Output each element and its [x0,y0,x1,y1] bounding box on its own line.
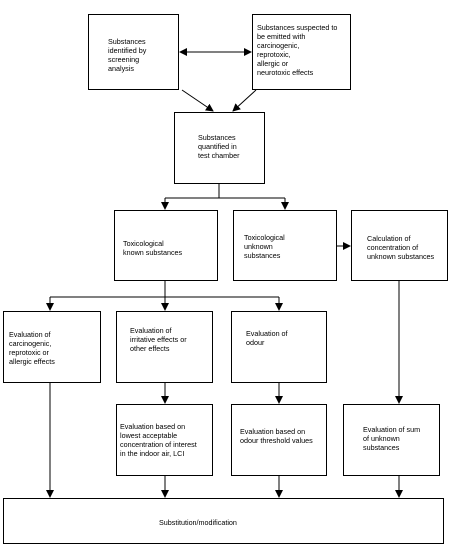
box-quantified-label: Substances quantified in test chamber [198,133,240,160]
box-known-label: Toxicological known substances [123,239,183,257]
arrow-screening-quantified [182,90,213,111]
box-eval-odour-threshold-label: Evaluation based on odour threshold values [240,427,313,445]
box-eval-carcinogenic-label: Evaluation of carcinogenic, reprotoxic or allergic effects [9,330,55,366]
box-screening-label: Substances identified by screening analysis [108,37,147,73]
box-unknown-label: Toxicological unknown substances [244,233,285,260]
box-eval-sum-unknown-label: Evaluation of sum of unknown substances [363,425,421,452]
box-eval-odour-label: Evaluation of odour [246,329,288,347]
box-eval-lci-label: Evaluation based on lowest acceptable concentration of interest in the indoor air, LCI [120,422,197,458]
box-eval-irritative-label: Evaluation of irritative effects or other effects [130,326,187,353]
box-substitution-label: Substitution/modification [159,518,237,527]
box-suspected-label: Substances suspected to be emitted with carcinogenic, reprotoxic, allergic or neurotoxic effects [257,23,338,77]
arrow-suspected-quantified [233,90,256,111]
box-calc-unknown-label: Calculation of concentration of unknown substances [367,234,435,261]
